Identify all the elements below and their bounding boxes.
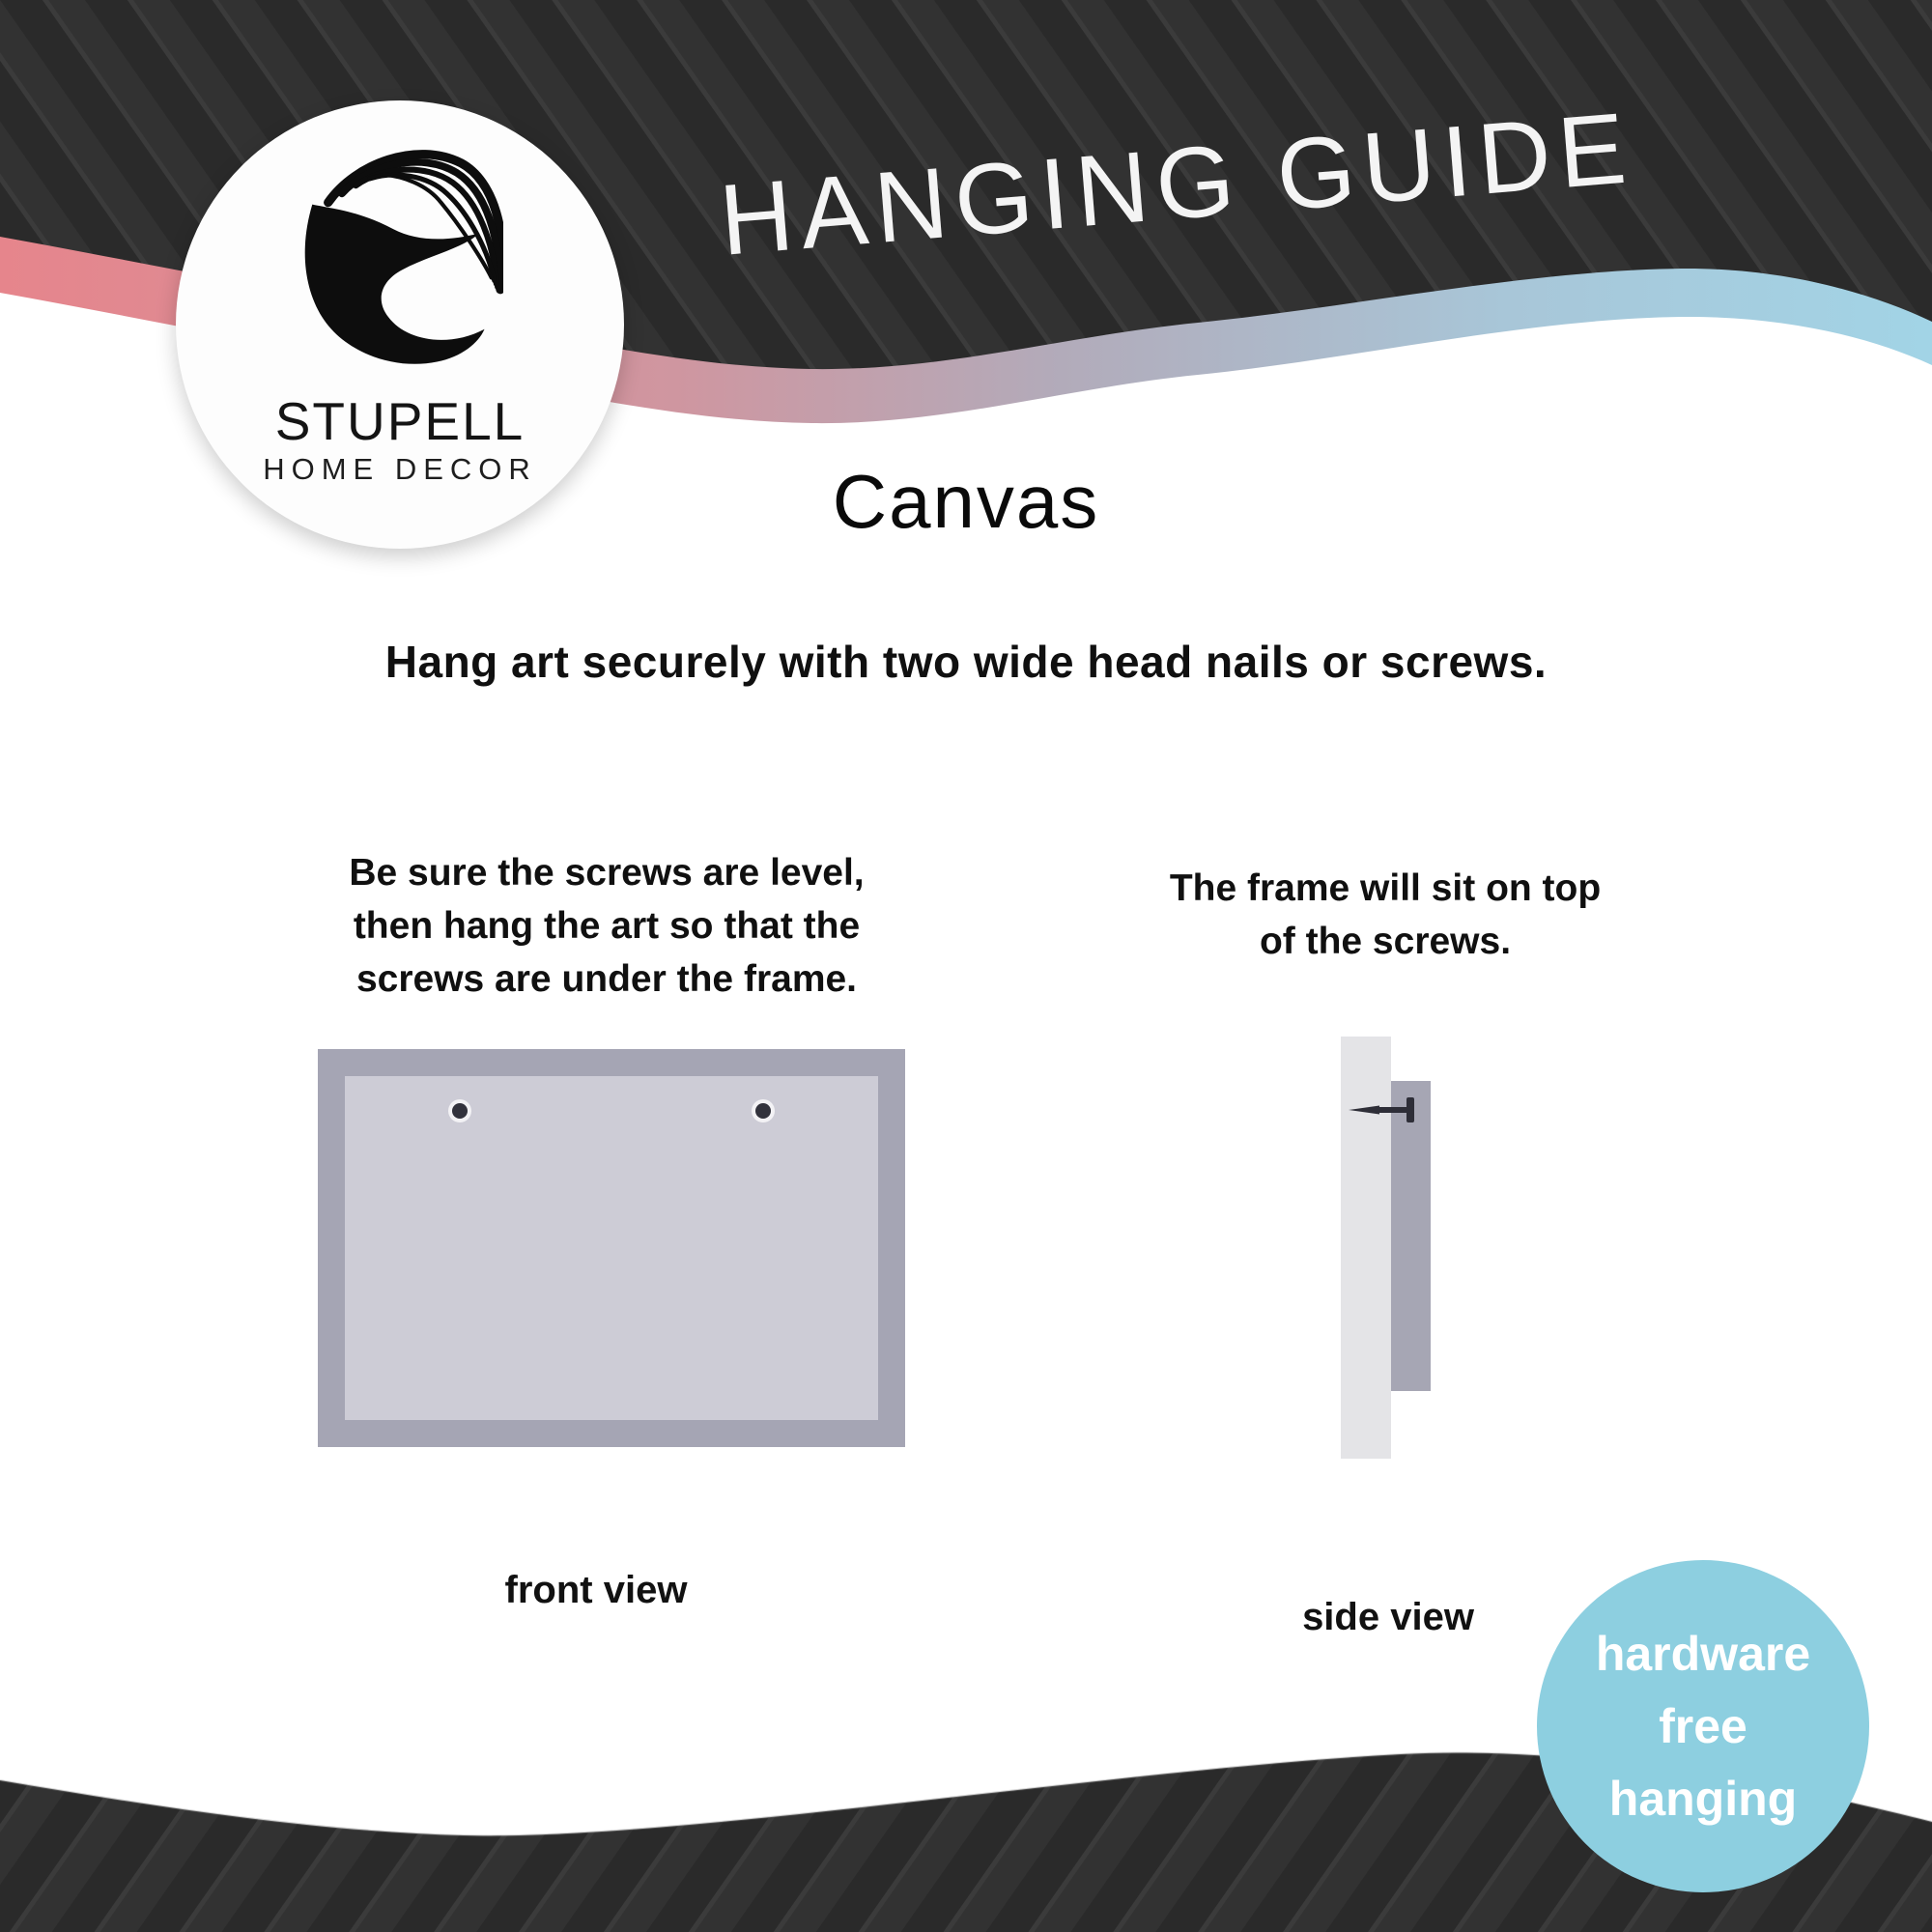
side-note-line: of the screws. <box>1259 921 1512 962</box>
badge-line: hanging <box>1608 1771 1798 1826</box>
instruction-text: Hang art securely with two wide head nails or screws. <box>384 637 1548 687</box>
front-view-frame-diagram <box>318 1049 905 1447</box>
front-note-line: then hang the art so that the <box>353 905 861 947</box>
screw-dot-icon <box>755 1103 771 1119</box>
front-note-line: Be sure the screws are level, <box>349 852 865 894</box>
product-type-heading: Canvas <box>832 459 1100 544</box>
page-title: HANGING GUIDE <box>716 91 1637 277</box>
screw-dot-icon <box>452 1103 468 1119</box>
badge-line: hardware <box>1595 1626 1811 1681</box>
front-view-note <box>317 846 896 1006</box>
brand-tagline: HOME DECOR <box>263 452 537 486</box>
badge-line: free <box>1659 1698 1747 1753</box>
nail-icon <box>1343 1094 1422 1125</box>
brand-name: STUPELL <box>274 391 526 451</box>
side-note-line: The frame will sit on top <box>1169 867 1602 909</box>
side-view-frame-bar <box>1391 1081 1431 1391</box>
front-view-caption: front view <box>504 1569 688 1611</box>
stupell-s-logo-icon <box>300 147 503 373</box>
front-note-line: screws are under the frame. <box>355 958 858 1000</box>
side-view-caption: side view <box>1302 1596 1474 1638</box>
side-view-note <box>1095 862 1675 968</box>
hardware-free-badge <box>1537 1560 1869 1892</box>
